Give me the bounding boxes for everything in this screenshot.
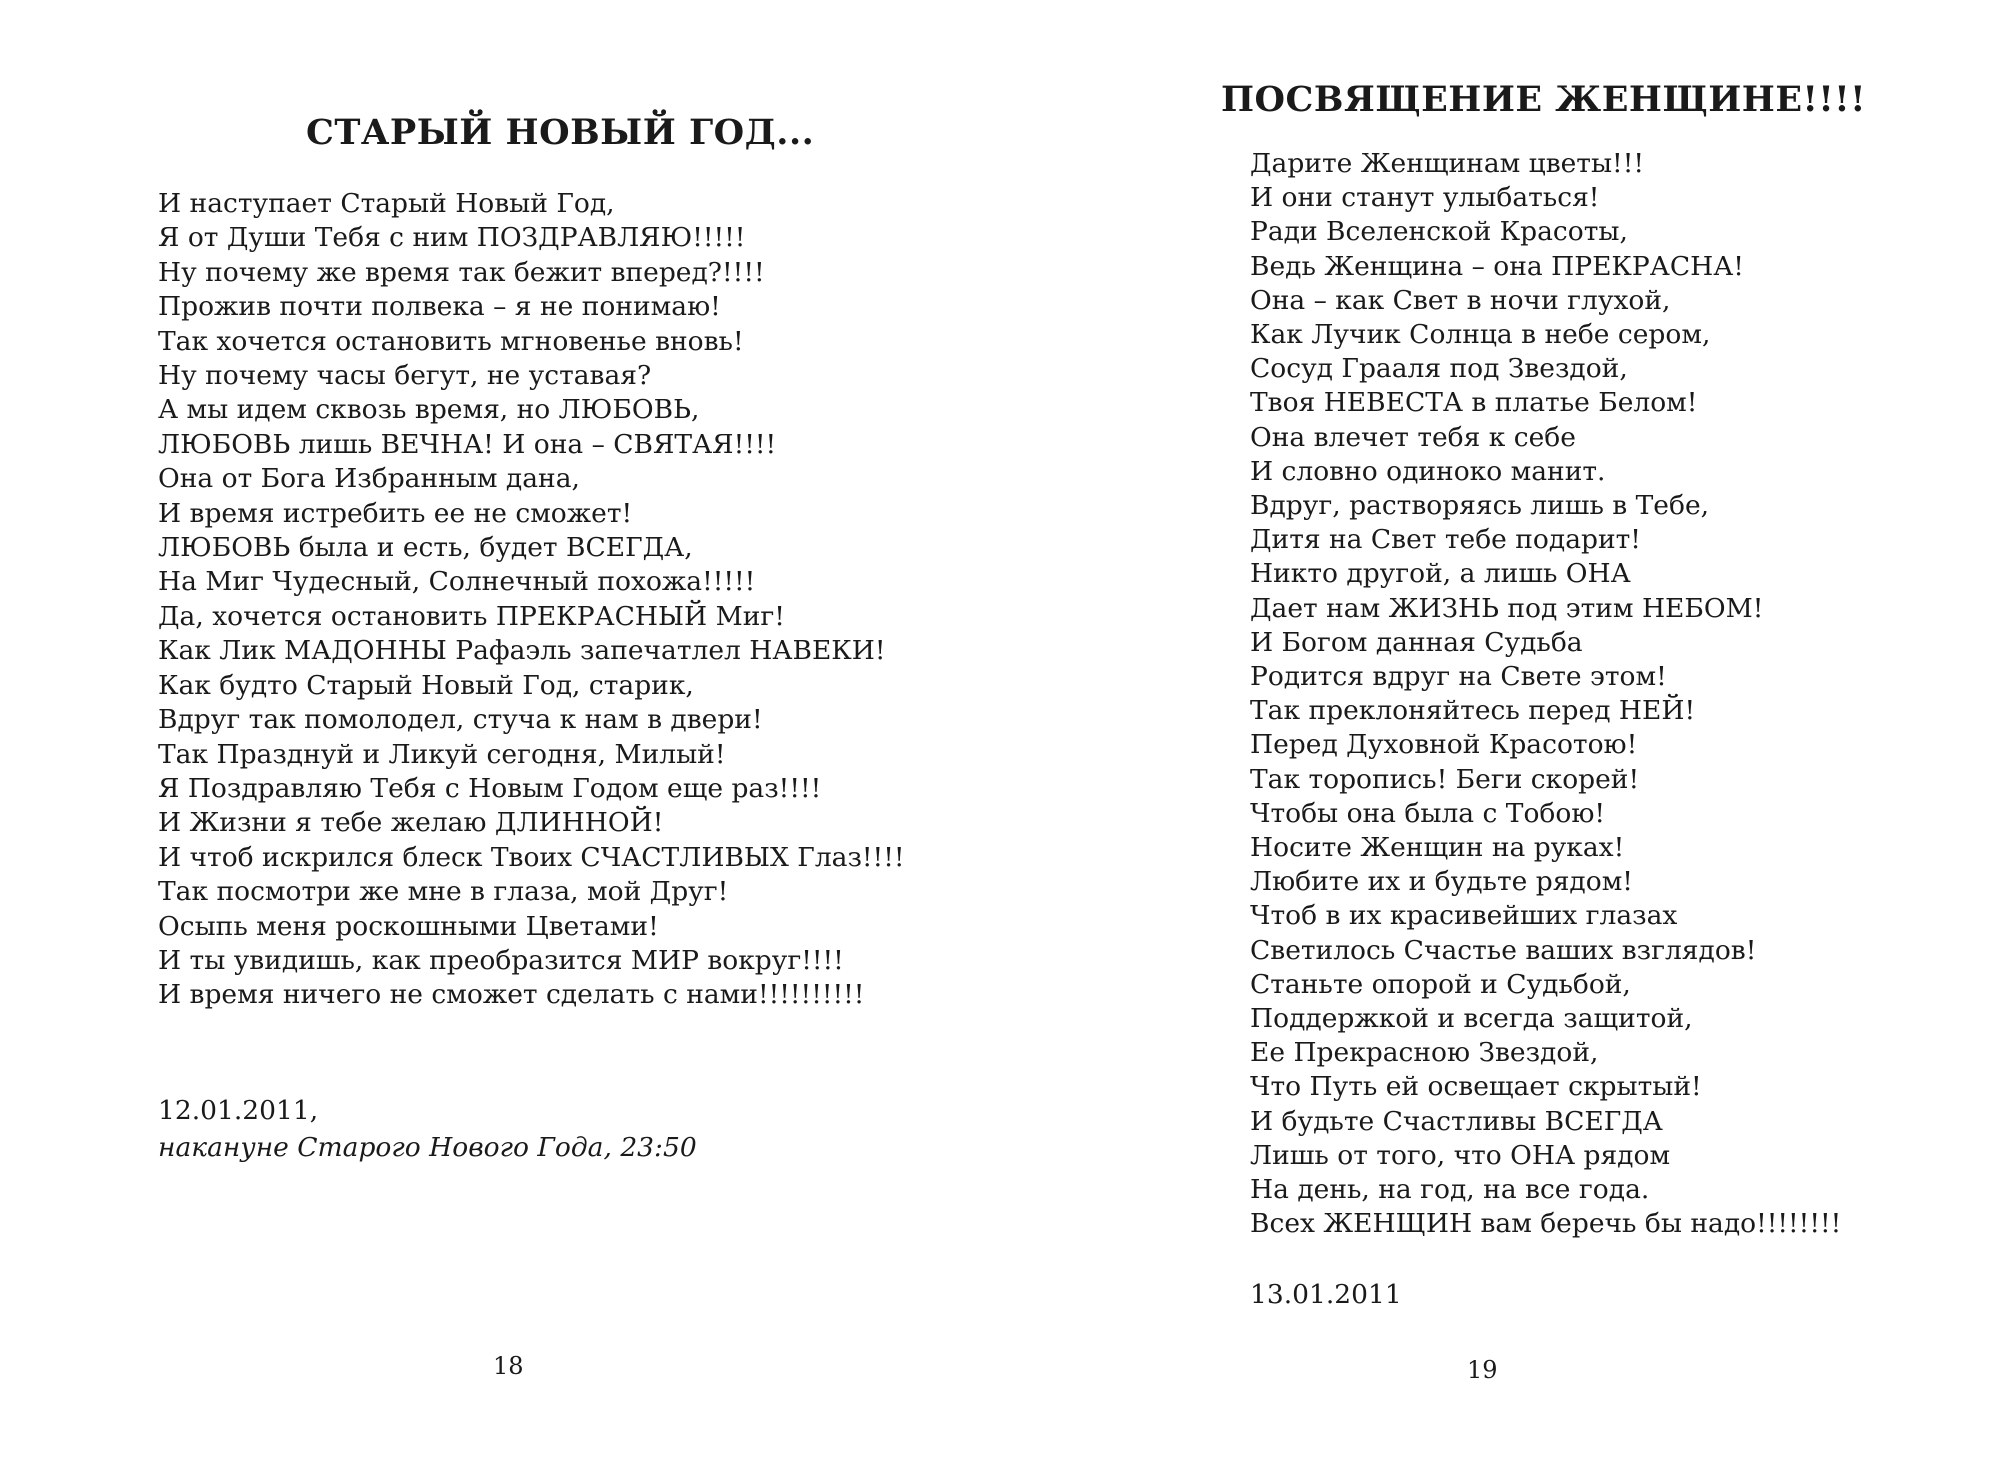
poem-line: Она от Бога Избранным дана, bbox=[158, 463, 580, 495]
poem-line: Ну почему часы бегут, не уставая? bbox=[158, 360, 652, 392]
poem-line: И время истребить ее не сможет! bbox=[158, 497, 633, 529]
poem-line: Да, хочется остановить ПРЕКРАСНЫЙ Миг! bbox=[158, 600, 785, 632]
poem-line: А мы идем сквозь время, но ЛЮБОВЬ, bbox=[158, 394, 700, 426]
poem-line: Светилось Счастье ваших взглядов! bbox=[1250, 934, 1757, 966]
right-page-number: 19 bbox=[1467, 1356, 1498, 1384]
poem-line: Станьте опорой и Судьбой, bbox=[1250, 968, 1631, 1000]
poem-line: Поддержкой и всегда защитой, bbox=[1250, 1003, 1693, 1035]
left-page-title: СТАРЫЙ НОВЫЙ ГОД... bbox=[306, 112, 815, 153]
left-poem bbox=[158, 187, 905, 1013]
right-page bbox=[1000, 0, 2000, 1471]
poem-line: Ведь Женщина – она ПРЕКРАСНА! bbox=[1250, 250, 1744, 282]
poem-line: Вдруг, растворяясь лишь в Тебе, bbox=[1250, 490, 1710, 522]
poem-line: Так Празднуй и Ликуй сегодня, Милый! bbox=[158, 738, 726, 770]
poem-line: ЛЮБОВЬ была и есть, будет ВСЕГДА, bbox=[158, 532, 693, 564]
poem-line: Твоя НЕВЕСТА в платье Белом! bbox=[1250, 387, 1698, 419]
poem-line: Никто другой, а лишь ОНА bbox=[1250, 558, 1631, 590]
left-page-note: накануне Старого Нового Года, 23:50 bbox=[158, 1132, 697, 1163]
right-page-title: ПОСВЯЩЕНИЕ ЖЕНЩИНЕ!!!! bbox=[1221, 79, 1866, 120]
poem-line: Так посмотри же мне в глаза, мой Друг! bbox=[158, 876, 729, 908]
poem-line: Так хочется остановить мгновенье вновь! bbox=[158, 325, 744, 357]
poem-line: Что Путь ей освещает скрытый! bbox=[1250, 1071, 1702, 1103]
poem-line: На день, на год, на все года. bbox=[1250, 1174, 1650, 1206]
poem-line: И Жизни я тебе желаю ДЛИННОЙ! bbox=[158, 807, 664, 839]
poem-line: Как Лучик Солнца в небе сером, bbox=[1250, 319, 1711, 351]
poem-line: Ради Вселенской Красоты, bbox=[1250, 216, 1628, 248]
poem-line: Дает нам ЖИЗНЬ под этим НЕБОМ! bbox=[1250, 592, 1764, 624]
poem-line: Она – как Свет в ночи глухой, bbox=[1250, 284, 1671, 316]
poem-line: Я от Души Тебя с ним ПОЗДРАВЛЯЮ!!!!! bbox=[158, 222, 746, 254]
poem-line: Перед Духовной Красотою! bbox=[1250, 729, 1638, 761]
poem-line: Я Поздравляю Тебя с Новым Годом еще раз!!!! bbox=[158, 772, 822, 804]
poem-line: Лишь от того, что ОНА рядом bbox=[1250, 1139, 1671, 1171]
poem-line: Так преклоняйтесь перед НЕЙ! bbox=[1250, 695, 1696, 727]
left-page-number: 18 bbox=[493, 1352, 524, 1380]
poem-line: Как будто Старый Новый Год, старик, bbox=[158, 669, 694, 701]
poem-line: Сосуд Грааля под Звездой, bbox=[1250, 353, 1628, 385]
poem-line: И ты увидишь, как преобразится МИР вокруг!!!! bbox=[158, 944, 844, 976]
poem-line: И время ничего не сможет сделать с нами!!!!!!!!!! bbox=[158, 979, 865, 1011]
poem-line: И будьте Счастливы ВСЕГДА bbox=[1250, 1105, 1663, 1137]
poem-line: Чтобы она была с Тобою! bbox=[1250, 797, 1606, 829]
right-page-date: 13.01.2011 bbox=[1250, 1279, 1402, 1310]
poem-line: Осыпь меня роскошными Цветами! bbox=[158, 910, 659, 942]
poem-line: Любите их и будьте рядом! bbox=[1250, 866, 1633, 898]
right-poem bbox=[1250, 147, 1841, 1242]
poem-line: ЛЮБОВЬ лишь ВЕЧНА! И она – СВЯТАЯ!!!! bbox=[158, 428, 777, 460]
poem-line: На Миг Чудесный, Солнечный похожа!!!!! bbox=[158, 566, 756, 598]
poem-line: И они станут улыбаться! bbox=[1250, 182, 1600, 214]
poem-line: Носите Женщин на руках! bbox=[1250, 832, 1625, 864]
poem-line: Прожив почти полвека – я не понимаю! bbox=[158, 291, 721, 323]
poem-line: Ее Прекрасною Звездой, bbox=[1250, 1037, 1599, 1069]
poem-line: И Богом данная Судьба bbox=[1250, 626, 1583, 658]
poem-line: Она влечет тебя к себе bbox=[1250, 421, 1576, 453]
poem-line: Так торопись! Беги скорей! bbox=[1250, 763, 1640, 795]
poem-line: Всех ЖЕНЩИН вам беречь бы надо!!!!!!!! bbox=[1250, 1208, 1842, 1240]
poem-line: Чтоб в их красивейших глазах bbox=[1250, 900, 1678, 932]
poem-line: Ну почему же время так бежит вперед?!!!! bbox=[158, 256, 765, 288]
poem-line: Дитя на Свет тебе подарит! bbox=[1250, 524, 1641, 556]
poem-line: И словно одиноко манит. bbox=[1250, 455, 1606, 487]
poem-line: И наступает Старый Новый Год, bbox=[158, 188, 615, 219]
poem-line: И чтоб искрился блеск Твоих СЧАСТЛИВЫХ Глаз!!!! bbox=[158, 841, 905, 873]
poem-line: Родится вдруг на Свете этом! bbox=[1250, 661, 1667, 693]
poem-line: Дарите Женщинам цветы!!! bbox=[1250, 148, 1644, 179]
poem-line: Вдруг так помолодел, стуча к нам в двери! bbox=[158, 704, 763, 736]
poem-line: Как Лик МАДОННЫ Рафаэль запечатлел НАВЕКИ! bbox=[158, 635, 886, 667]
left-page-date: 12.01.2011, bbox=[158, 1095, 319, 1126]
